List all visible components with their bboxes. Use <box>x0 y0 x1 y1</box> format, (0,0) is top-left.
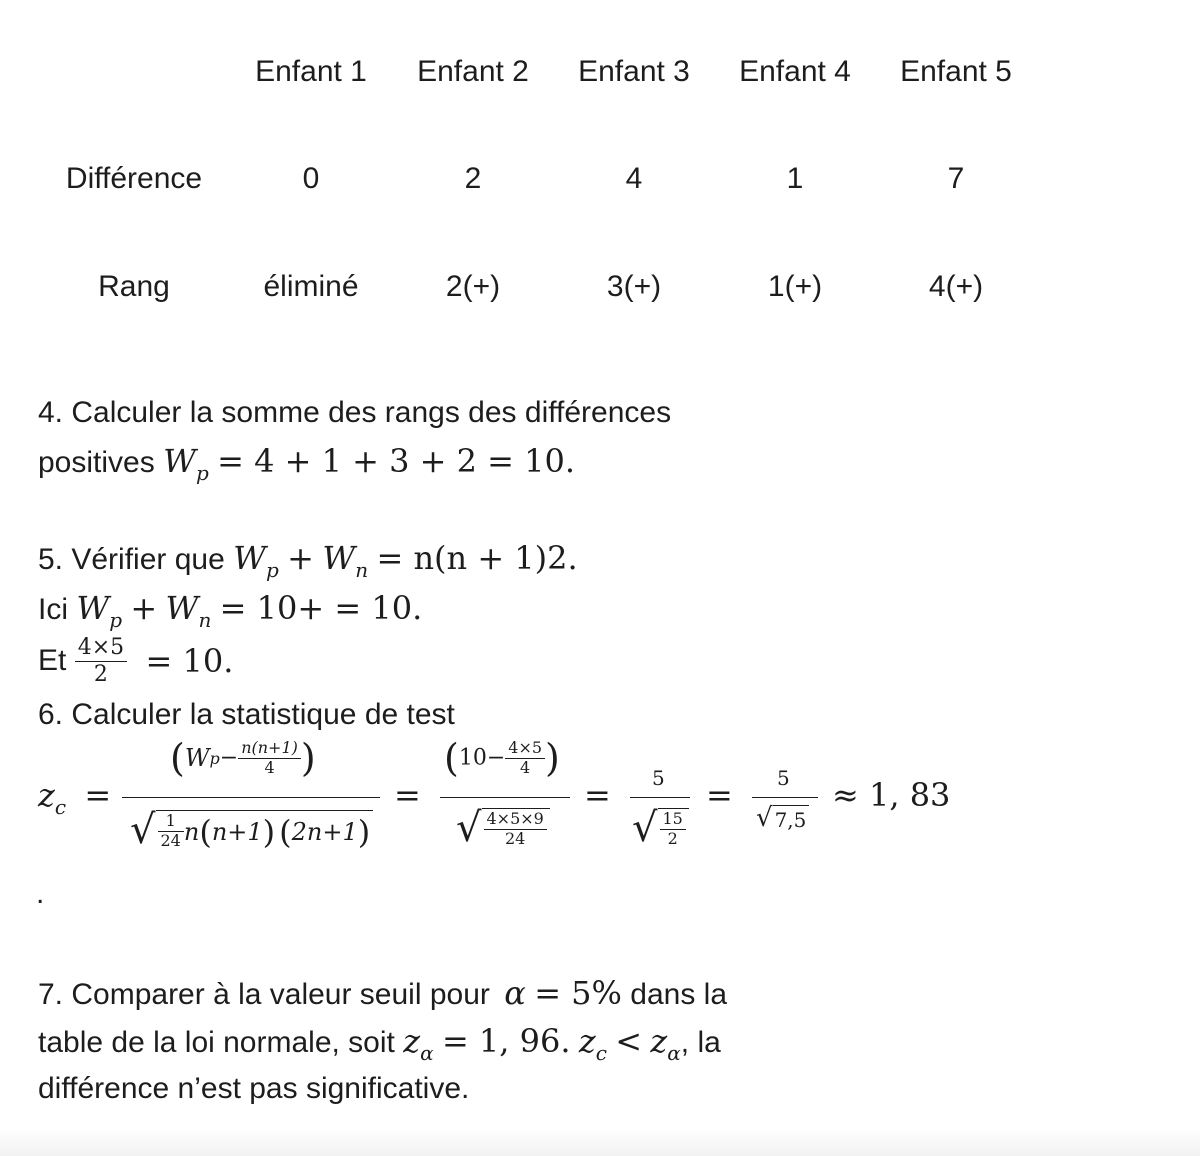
w-symbol: W <box>76 589 110 627</box>
difference-value: 2 <box>464 162 482 195</box>
term-3-denominator <box>632 805 689 851</box>
radicand: 7,5 <box>773 805 810 832</box>
equals-2 <box>394 771 421 821</box>
term-4-numerator: 5 <box>777 766 790 790</box>
fraction-denominator: 2 <box>93 661 108 687</box>
z-symbol: z <box>403 1022 421 1060</box>
alpha-symbol: α <box>504 974 526 1012</box>
step-7-line-3: différence n’est pas significative. <box>38 1072 470 1105</box>
n-plus-1: n+1 <box>211 817 263 846</box>
sqrt-symbol <box>632 805 689 851</box>
w-symbol: W <box>165 589 199 627</box>
rang-value: éliminé <box>263 270 359 303</box>
step-4-line-1: 4. Calculer la somme des rangs des différences <box>38 396 672 429</box>
equals-sign: = <box>84 776 112 814</box>
fraction-numerator: n(n+1) <box>238 740 301 759</box>
n-subscript: n <box>355 558 369 582</box>
rang-value: 2(+) <box>445 270 501 303</box>
fraction-1-over-24 <box>158 813 184 850</box>
header-enfant-2: Enfant 2 <box>417 55 529 88</box>
fraction-denominator: 24 <box>160 831 181 850</box>
p-subscript: p <box>109 608 123 632</box>
ten-minus: 10− <box>458 745 506 771</box>
row-label-difference: Différence <box>65 162 203 195</box>
radical-sign: √ <box>130 807 156 853</box>
radicand <box>482 808 550 848</box>
w-symbol: W <box>184 744 210 772</box>
step-7-text-1: 7. Comparer à la valeur seuil pour <box>38 978 490 1011</box>
right-paren: ) <box>357 812 371 851</box>
right-paren: ) <box>545 736 560 780</box>
term-4-denominator <box>756 803 809 833</box>
fraction-15-over-2 <box>660 811 686 848</box>
fraction-denominator: 2 <box>667 829 678 848</box>
fraction-numerator: 1 <box>158 813 184 832</box>
equals-4 <box>706 771 733 821</box>
equals-3 <box>584 771 611 821</box>
equals-sign: = <box>706 776 733 814</box>
term-2-numerator <box>444 736 560 780</box>
sqrt-symbol <box>456 805 550 851</box>
header-enfant-1: Enfant 1 <box>255 55 367 88</box>
equals-sign: = <box>584 776 611 814</box>
fraction-4x5-over-2 <box>75 636 127 685</box>
rang-value: 1(+) <box>767 270 823 303</box>
p-subscript: p <box>209 749 220 769</box>
alpha-value: = 5% <box>534 974 622 1012</box>
left-paren: ( <box>199 812 212 851</box>
less-than-sign: < <box>615 1022 643 1060</box>
step-5-ici: Ici <box>38 593 68 626</box>
radicand <box>658 808 689 848</box>
step-7-suffix-2: , la <box>680 1026 721 1059</box>
w-symbol: W <box>163 442 196 480</box>
fraction-numerator: 15 <box>660 811 686 830</box>
n-subscript: n <box>198 608 212 632</box>
right-paren: ) <box>262 812 276 851</box>
plus-sign: + <box>130 589 158 627</box>
fraction-numerator: 4×5×9 <box>484 811 547 830</box>
w-symbol: W <box>233 539 267 577</box>
fraction-denominator: 4 <box>264 757 275 777</box>
term-1-numerator <box>170 736 316 780</box>
term-1-fraction-bar <box>122 797 380 798</box>
header-enfant-4: Enfant 4 <box>739 55 851 88</box>
fraction-denominator: 24 <box>505 829 526 848</box>
n-symbol: n <box>183 817 200 846</box>
step-5-et: Et <box>38 644 67 678</box>
fraction-n-n1-over-4 <box>238 737 301 777</box>
fraction-numerator: 4×5 <box>75 636 127 661</box>
rang-value: 4(+) <box>928 270 984 303</box>
term-2-fraction-bar <box>440 797 570 798</box>
c-subscript: c <box>595 1041 607 1065</box>
step-4-prefix: positives <box>38 446 155 479</box>
alpha-subscript: α <box>420 1041 434 1065</box>
approx-result <box>832 771 950 821</box>
fraction-numerator: 4×5 <box>505 740 545 759</box>
step-4-line-2 <box>38 437 575 497</box>
z-symbol: z <box>38 776 55 814</box>
difference-value: 7 <box>947 162 965 195</box>
page-bottom-shade <box>0 1128 1200 1156</box>
left-paren: ( <box>444 736 459 780</box>
step-4-equation: = 4 + 1 + 3 + 2 = 10. <box>217 442 576 480</box>
step-7-suffix-1: dans la <box>630 978 728 1011</box>
left-paren: ( <box>279 812 292 851</box>
rang-value: 3(+) <box>606 270 662 303</box>
z-symbol: z <box>650 1022 668 1060</box>
fraction-4x5x9-over-24 <box>484 811 547 848</box>
z-c-label <box>38 771 111 831</box>
difference-value: 1 <box>786 162 804 195</box>
c-subscript: c <box>54 795 67 819</box>
step-5-rhs-2: = 10+ = 10. <box>219 589 423 627</box>
p-subscript: p <box>195 461 209 485</box>
sqrt-symbol <box>130 807 373 853</box>
2n-plus-1: 2n+1 <box>291 817 358 846</box>
term-3-fraction-bar <box>630 797 690 798</box>
term-3-numerator: 5 <box>652 766 665 790</box>
alpha-subscript: α <box>667 1041 681 1065</box>
step-7-line-1 <box>38 969 727 1019</box>
step-5-line-3 <box>38 636 233 686</box>
fraction-4x5-over-4 <box>505 737 545 777</box>
plus-sign: + <box>287 539 314 577</box>
difference-value: 4 <box>625 162 643 195</box>
difference-value: 0 <box>302 162 320 195</box>
step-6-title: 6. Calculer la statistique de test <box>38 698 455 731</box>
equals-sign: = <box>394 776 421 814</box>
step-5-rhs-1: = n(n + 1)2. <box>376 539 578 577</box>
term-4-fraction-bar <box>752 797 818 798</box>
radical-sign: √ <box>456 805 482 851</box>
radicand <box>156 810 374 851</box>
radical-sign: √ <box>632 805 658 851</box>
step-7-text-2: table de la loi normale, soit <box>38 1026 395 1059</box>
critical-value: = 1, 96. <box>441 1022 571 1060</box>
right-paren: ) <box>300 736 316 780</box>
minus-sign: − <box>219 745 239 771</box>
step-5-prefix: 5. Vérifier que <box>38 543 225 576</box>
p-subscript: p <box>266 558 279 582</box>
header-enfant-5: Enfant 5 <box>900 55 1012 88</box>
radical-sign: √ <box>756 803 773 833</box>
fraction-denominator: 4 <box>520 757 531 777</box>
header-enfant-3: Enfant 3 <box>578 55 690 88</box>
step-5-rhs-3: = 10. <box>145 642 234 681</box>
period-mark: . <box>36 877 45 910</box>
term-1-denominator <box>130 807 373 853</box>
z-symbol: z <box>578 1022 596 1060</box>
sqrt-symbol <box>756 803 809 833</box>
w-symbol: W <box>322 539 356 577</box>
term-2-denominator <box>456 805 550 851</box>
row-label-rang: Rang <box>98 270 170 303</box>
approx-value: ≈ 1, 83 <box>832 776 951 814</box>
left-paren: ( <box>170 736 185 780</box>
